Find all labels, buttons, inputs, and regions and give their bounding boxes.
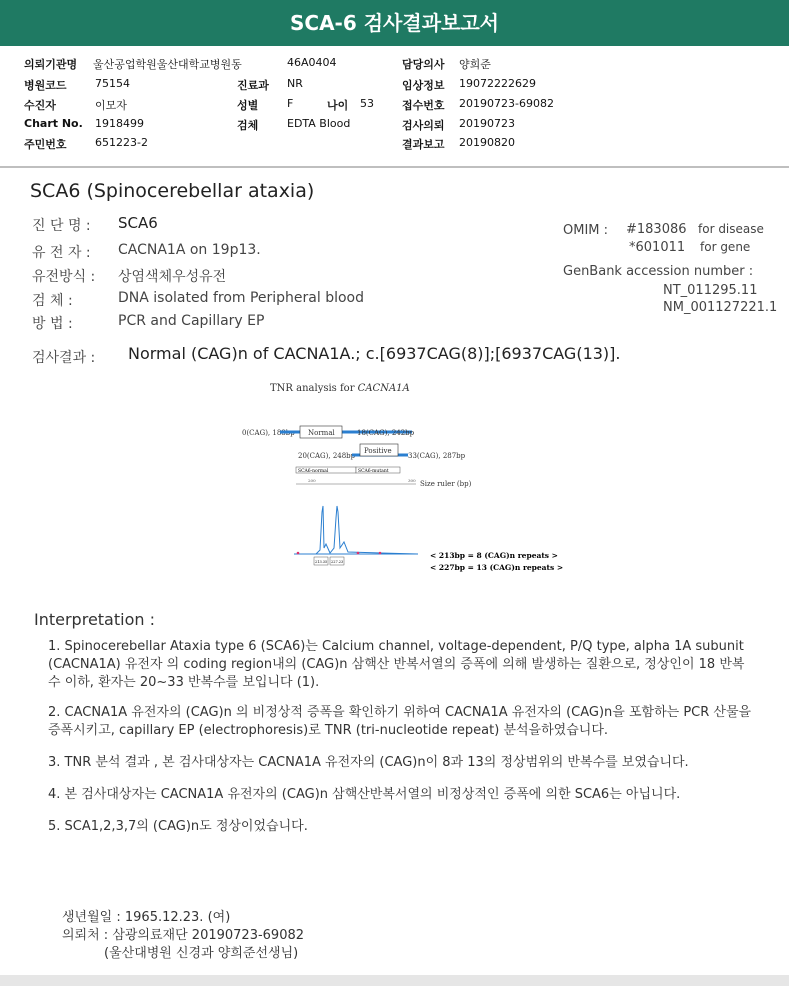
left-mid-label: 20(CAG), 248bp: [298, 452, 356, 460]
right-top-label: 18(CAG), 242bp: [357, 429, 415, 437]
sca6-normal-label: SCA6-normal: [298, 469, 329, 474]
omim-gene-note: for gene: [700, 240, 751, 254]
interpretation-item-5: 5. SCA1,2,3,7의 (CAG)n도 정상이었습니다.: [48, 819, 308, 834]
result-value: Normal (CAG)n of CACNA1A.; c.[6937CAG(8)];[6937CAG(13)].: [128, 344, 621, 363]
positive-label: Positive: [364, 447, 392, 455]
dept-value: NR: [287, 77, 303, 90]
sca6-mutant-label: SCA6-mutant: [358, 469, 389, 474]
genbank-2: NM_001127221.1: [663, 300, 778, 315]
code-label: 병원코드: [24, 79, 67, 92]
collector-value: 이모자: [95, 99, 127, 112]
request-value: 20190723: [459, 117, 515, 130]
gene-value: CACNA1A on 19p13.: [118, 242, 261, 258]
id-label: 주민번호: [24, 138, 67, 151]
spec-label: 검 체 :: [32, 293, 73, 309]
omim-label: OMIM :: [563, 223, 609, 238]
right-mid-label: 33(CAG), 287bp: [408, 452, 466, 460]
size-ruler-end: 300: [408, 478, 416, 483]
specimen-value: EDTA Blood: [287, 117, 351, 130]
referrer: 의뢰처 : 삼광의료재단 20190723-69082: [62, 928, 305, 943]
sex-value: F: [287, 97, 294, 110]
chart-value: 1918499: [95, 117, 144, 130]
peak-label-2: 227.23: [331, 560, 344, 564]
peak-note-2: < 227bp = 13 (CAG)n repeats >: [430, 563, 564, 572]
marker-dot: [297, 552, 300, 555]
omim-gene: *601011: [629, 240, 686, 255]
spec-value: DNA isolated from Peripheral blood: [118, 290, 365, 306]
report-title-banner: SCA-6 검사결과보고서: [0, 0, 789, 46]
clinical-label: 임상정보: [402, 79, 445, 92]
genbank-label: GenBank accession number :: [563, 264, 754, 279]
method-value: PCR and Capillary EP: [118, 313, 265, 329]
size-ruler-start: 200: [308, 478, 316, 483]
receipt-label: 접수번호: [402, 99, 445, 112]
interpretation-item-4: 4. 본 검사대상자는 CACNA1A 유전자의 (CAG)n 삼핵산반복서열의 비정상적인 증폭에 의한 SCA6는 아닙니다.: [48, 787, 681, 802]
interpretation-heading: Interpretation :: [34, 610, 155, 629]
result-label: 검사결과 :: [32, 350, 96, 366]
id-value: 651223-2: [95, 136, 148, 149]
electropherogram-trace: [294, 506, 418, 554]
omim-disease: #183086: [626, 222, 687, 237]
figure-title: TNR analysis for CACNA1A: [270, 383, 410, 394]
clinical-value: 19072222629: [459, 77, 536, 90]
collector-label: 수진자: [24, 99, 56, 112]
inherit-value: 상염색체우성유전: [118, 269, 227, 285]
hospital-label: 의뢰기관명: [24, 58, 78, 71]
age-label: 나이: [327, 99, 349, 112]
interpretation-list: [48, 638, 756, 836]
size-ruler-label: Size ruler (bp): [420, 480, 472, 488]
specimen-label: 검체: [237, 119, 259, 132]
genbank-1: NT_011295.11: [663, 283, 758, 298]
diag-value: SCA6: [118, 214, 158, 232]
receipt-value: 20190723-69082: [459, 97, 554, 110]
interpretation-item-3: 3. TNR 분석 결과 , 본 검사대상자는 CACNA1A 유전자의 (CAG)n이 8과 13의 정상범위의 반복수를 보였습니다.: [48, 755, 689, 770]
report-label: 결과보고: [402, 138, 445, 151]
patient-info-panel: [0, 46, 789, 168]
request-label: 검사의뢰: [402, 119, 445, 132]
peak-label-1: 213.35: [315, 560, 328, 564]
diag-label: 진 단 명 :: [32, 218, 91, 234]
code-value: 75154: [95, 77, 130, 90]
report-heading: SCA6 (Spinocerebellar ataxia): [30, 180, 315, 202]
left-top-label: 0(CAG), 188bp: [242, 429, 295, 437]
birth-date: 생년월일 : 1965.12.23. (여): [62, 910, 231, 925]
bottom-margin: [0, 975, 789, 986]
referrer-detail: (울산대병원 신경과 양희준선생님): [104, 946, 299, 961]
gene-label: 유 전 자 :: [32, 245, 91, 261]
report-value: 20190820: [459, 136, 515, 149]
interpretation-item-1: 1. Spinocerebellar Ataxia type 6 (SCA6)는 Calcium channel, voltage-dependent, P/Q type, alpha 1A subunit (CACNA1A) 유전자 의 coding region내의 (CAG)n 삼핵산 반복서열의 증폭에 의해 발생하는 질환으로, 정상인이 18 반복수 이하, 환자는 20~33 반복수를 보입니다 (1).: [48, 639, 745, 690]
chart-label: Chart No.: [24, 117, 83, 130]
doctor-value: 양희준: [459, 58, 491, 71]
peak-note-1: < 213bp = 8 (CAG)n repeats >: [430, 551, 558, 560]
marker-dot: [357, 552, 360, 555]
extra-code-value: 46A0404: [287, 56, 337, 69]
inherit-label: 유전방식 :: [32, 269, 96, 285]
dept-label: 진료과: [237, 79, 269, 92]
sex-label: 성별: [237, 99, 259, 112]
hospital-value: 울산공업학원울산대학교병원동: [93, 58, 242, 71]
age-value: 53: [360, 97, 374, 110]
method-label: 방 법 :: [32, 316, 73, 332]
normal-label: Normal: [308, 429, 335, 437]
tnr-analysis-figure: [230, 372, 570, 582]
omim-disease-note: for disease: [698, 222, 764, 236]
interpretation-item-2: 2. CACNA1A 유전자의 (CAG)n 의 비정상적 증폭을 확인하기 위하여 CACNA1A 유전자의 (CAG)n을 포함하는 PCR 산물을 증폭시키고, capillary EP (electrophoresis)로 TNR (tri-nucleotide repeat) 분석을하였습니다.: [48, 705, 752, 738]
marker-dot: [379, 552, 382, 555]
doctor-label: 담당의사: [402, 58, 445, 71]
